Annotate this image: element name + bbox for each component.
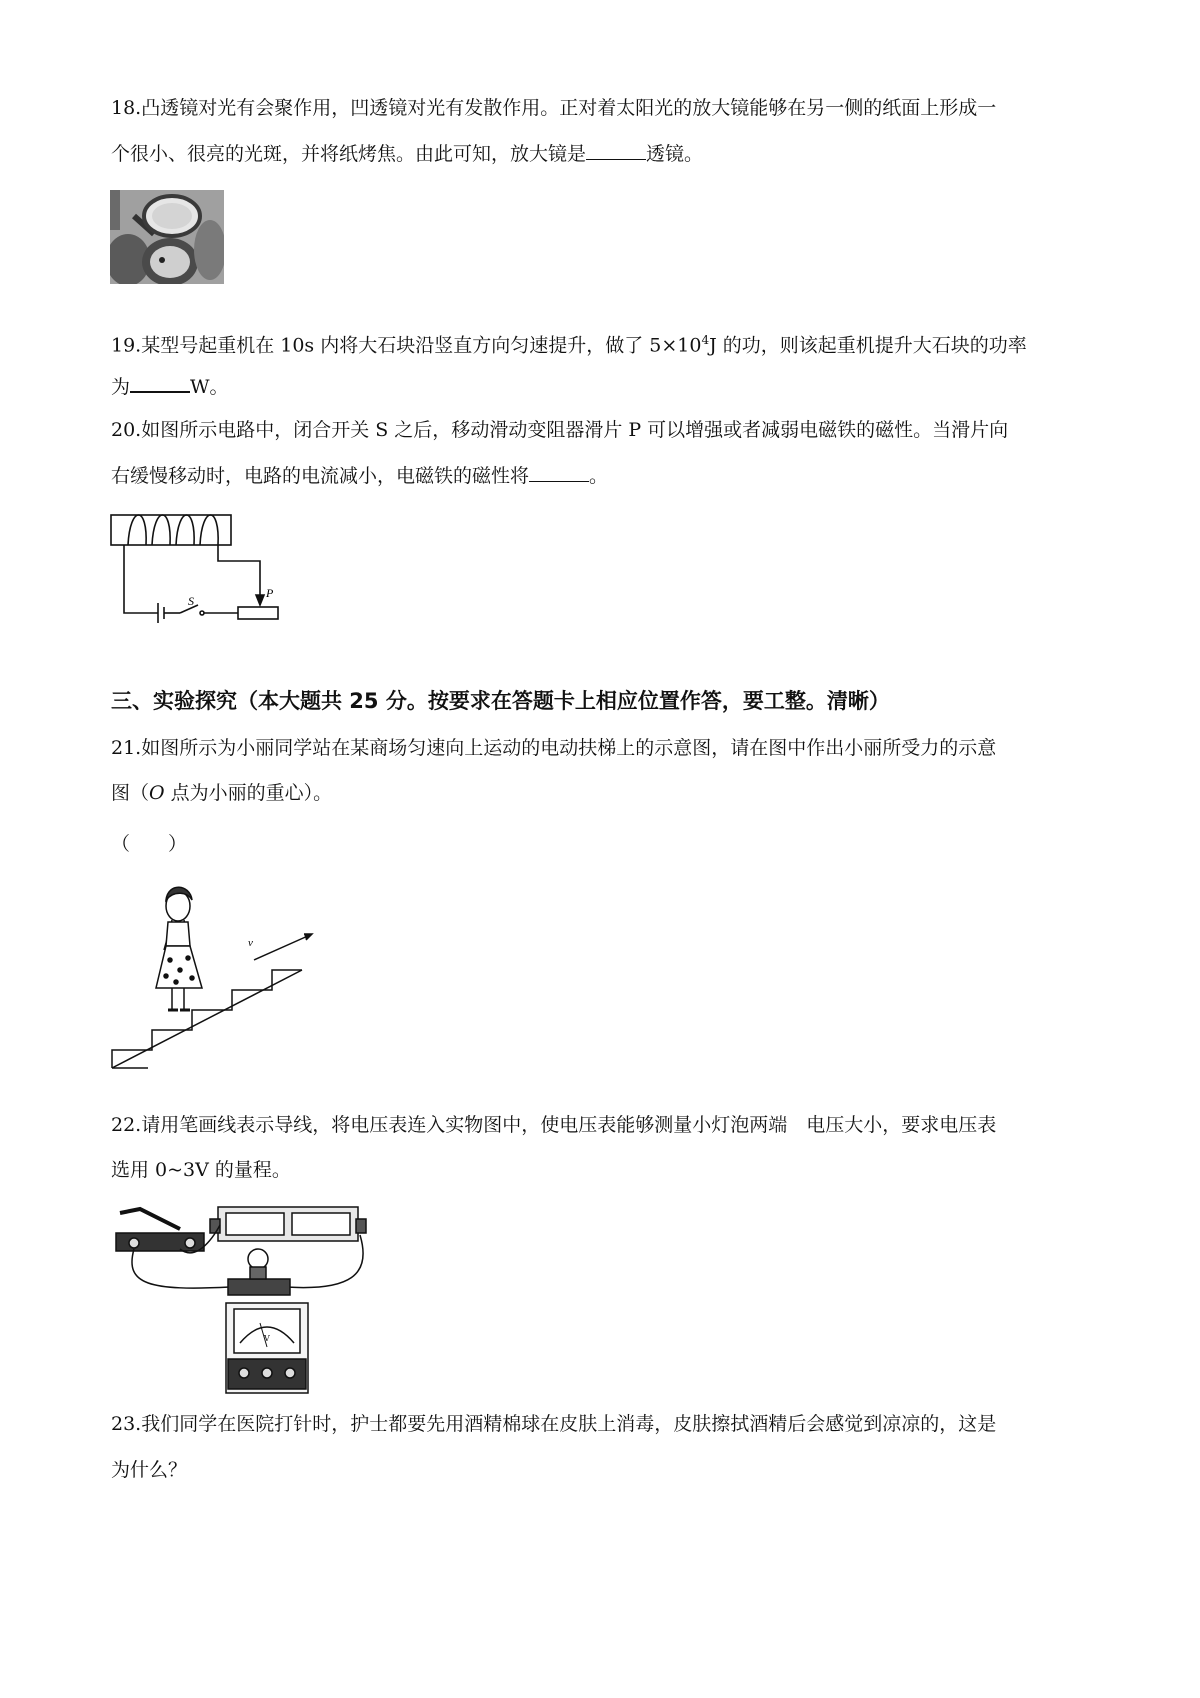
q18-blank[interactable] (586, 141, 646, 160)
velocity-label: v (248, 937, 253, 949)
q19-text-end: J 的功，则该起重机提升大石块的功率 (709, 334, 1027, 357)
slider-label: P (266, 586, 274, 600)
q19-line1 (111, 328, 1027, 357)
q22-line2: 选用 0~3V 的量程。 (111, 1159, 291, 1181)
section3-heading: 三、实验探究（本大题共 25 分。按要求在答题卡上相应位置作答，要工整。清晰） (111, 689, 890, 713)
q21-line1: 21.如图所示为小丽同学站在某商场匀速向上运动的电动扶梯上的示意图，请在图中作出小丽所受力的示意 (111, 737, 997, 759)
q22-line1: 22.请用笔画线表示导线，将电压表连入实物图中，使电压表能够测量小灯泡两端 电压大小，要求电压表 (111, 1114, 997, 1136)
q19-unit: W。 (190, 376, 229, 398)
q20-line1: 20.如图所示电路中，闭合开关 S 之后，移动滑动变阻器滑片 P 可以增强或者减弱电磁铁的磁性。当滑片向 (111, 419, 1009, 441)
circuit-apparatus-photo (110, 1195, 368, 1395)
q18-line2 (111, 141, 703, 166)
magnifier-photo (110, 190, 224, 284)
q19-line2 (111, 373, 229, 399)
q18-text-end: 透镜。 (646, 143, 704, 165)
q21-centre-of-gravity-label: O (149, 782, 165, 804)
q18-line1: 18.凸透镜对光有会聚作用，凹透镜对光有发散作用。正对着太阳光的放大镜能够在另一侧的纸面上形成一 (111, 97, 997, 119)
q20-blank[interactable] (529, 463, 589, 482)
q23-line2: 为什么？ (111, 1459, 188, 1481)
q20-text: 右缓慢移动时，电路的电流减小，电磁铁的磁性将 (111, 465, 530, 487)
switch-label: S (188, 594, 194, 608)
q19-text-pre: 为 (111, 376, 131, 398)
q21-text-end: 点为小丽的重心）。 (164, 782, 333, 804)
q20-line2 (111, 463, 608, 488)
svg-text:V: V (264, 1334, 270, 1343)
q21-line2 (111, 781, 332, 805)
q20-text-end: 。 (589, 465, 609, 487)
escalator-diagram (108, 880, 318, 1075)
electromagnet-circuit-diagram (108, 505, 298, 625)
q19-blank[interactable] (130, 373, 190, 393)
q19-exponent: 4 (701, 333, 710, 347)
q19-text: 19.某型号起重机在 10s 内将大石块沿竖直方向匀速提升，做了 5×10 (111, 334, 702, 357)
q23-line1: 23.我们同学在医院打针时，护士都要先用酒精棉球在皮肤上消毒，皮肤擦拭酒精后会感觉到凉凉的，这是 (111, 1413, 997, 1435)
q21-text: 图（ (111, 782, 150, 804)
q18-text: 个很小、很亮的光斑，并将纸烤焦。由此可知，放大镜是 (111, 143, 587, 165)
q21-answer-brackets[interactable]: （ ） (111, 833, 188, 855)
